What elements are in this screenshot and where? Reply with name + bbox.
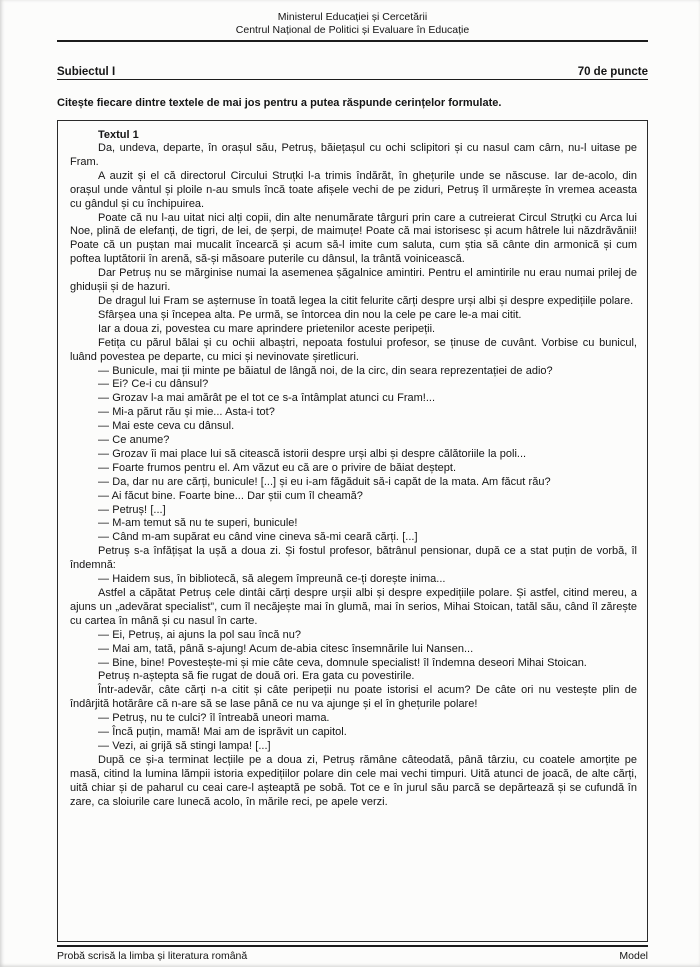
- instruction-text: Citește fiecare dintre textele de mai jos pentru a putea răspunde cerințelor formulate.: [57, 97, 502, 109]
- text1-paragraph: — Vezi, ai grijă să stingi lampa! [...]: [98, 739, 271, 752]
- text1-paragraph: — Ei, Petruș, ai ajuns la pol sau încă nu?: [98, 628, 301, 641]
- text1-paragraph: — Da, dar nu are cărți, bunicule! [...] și eu i-am făgăduit să-i capăt de la mata. Am făcut rău?: [98, 475, 551, 488]
- text1-box: [57, 120, 648, 942]
- text1-title: Textul 1: [98, 129, 139, 141]
- text1-paragraph: Fetița cu părul bălai și cu ochii albaștri, nepoata fostului profesor, se ținuse de cuvânt. Vorbise cu bunicul, luând povestea pe departe, cu mici și nevinovate șiretlicuri.: [70, 336, 637, 363]
- text1-body: [70, 142, 637, 810]
- footer-exam-name: Probă scrisă la limba și literatura română: [57, 950, 248, 962]
- text1-paragraph: — Ei? Ce-i cu dânsul?: [98, 378, 209, 391]
- text1-paragraph: Petruș n-aștepta să fie rugat de două ori. Era gata cu povestirile.: [98, 670, 415, 683]
- text1-paragraph: — Bine, bine! Povestește-mi și mie câte ceva, domnule specialist! îl îndemna deseori Mihai Stoican.: [98, 656, 587, 669]
- text1-paragraph: — Haidem sus, în bibliotecă, să alegem împreună ce-ți dorește inima...: [98, 573, 446, 586]
- text1-paragraph: De dragul lui Fram se așternuse în toată legea la citit felurite cărți despre urși albi și despre expedițiile polare.: [98, 294, 634, 307]
- text1-paragraph: — M-am temut să nu te superi, bunicule!: [98, 517, 298, 530]
- text1-paragraph: — Ai făcut bine. Foarte bine... Dar știi cum îl cheamă?: [98, 489, 363, 502]
- text1-paragraph: Dar Petruș nu se mărginise numai la asemenea șăgalnice amintiri. Pentru el amintirile nu erau numai prilej de ghidușii și de hazuri.: [70, 267, 637, 294]
- subject-points: 70 de puncte: [577, 66, 648, 78]
- footer-row: [57, 947, 648, 962]
- text1-paragraph: — Grozav îi mai place lui să citească istorii despre urși albi și despre călătoriile la poli...: [98, 447, 527, 460]
- text1-paragraph: Poate că nu l-au uitat nici alți copii, din alte nenumărate târguri prin care a cutreierat Circul Struțki cu Arca lui Noe, plină de elefanți, de tigri, de lei, de șerpi, de maimuțe! Poate că mai istorisesc și acum hâtrele lui năzdrăvănii! Poate că un puștan mai mucalit încearcă și acum să-l imite cum saluta, cum știa să cânte din armonică și cum poftea luptătorii în arenă, să-și măsoare puterile cu dânsul, la trântă voinicească.: [70, 211, 637, 266]
- text1-paragraph: — Încă puțin, mamă! Mai am de isprăvit un capitol.: [98, 726, 347, 739]
- subject-row: [57, 66, 648, 80]
- subject-title: Subiectul I: [57, 66, 116, 78]
- text1-paragraph: Iar a doua zi, povestea cu mare aprindere prietenilor aceste peripeții.: [98, 322, 436, 335]
- text1-paragraph: — Mai am, tată, până s-ajung! Acum de-abia citesc însemnările lui Nansen...: [98, 642, 474, 655]
- footer-model-label: Model: [619, 950, 648, 962]
- text1-paragraph: — Petruș! [...]: [98, 503, 166, 516]
- text1-paragraph: Într-adevăr, câte cărți n-a citit și câte peripeții nu poate istorisi el acum? De câte ori nu vestește plin de îndârjită hotărâre că n-are să se lase până ce nu va ajunge și el în ghețurile polare!: [70, 684, 637, 711]
- national-center-name: Centrul Național de Politici și Evaluare în Educație: [235, 24, 470, 36]
- header-divider: [57, 40, 648, 42]
- text1-paragraph: Da, undeva, departe, în orașul său, Petruș, băiețașul cu ochi sclipitori și cu nasul cam cârn, nu-l uitase pe Fram.: [70, 142, 637, 168]
- text1-paragraph: Sfârșea una și începea alta. Pe urmă, se întorcea din nou la cele pe care le-a mai citit.: [98, 308, 522, 321]
- text1-paragraph: — Mi-a părut rău și mie... Asta-i tot?: [98, 406, 275, 419]
- text1-paragraph: A auzit și el că directorul Circului Struțki l-a trimis îndărăt, în ghețurile unde se născuse. Iar de-acolo, din orașul unde vântul și ploile n-au smuls încă toate afișele vechi de pe ziduri, Petruș îl urmărește în vremea aceasta cu gândul și cu închipuirea.: [70, 169, 637, 210]
- text1-paragraph: Petruș s-a înfățișat la ușă a doua zi. Și fostul profesor, bătrânul pensionar, după ce a stat puțin de vorbă, îl îndemnă:: [70, 545, 637, 572]
- text1-paragraph: — Foarte frumos pentru el. Am văzut eu că are o privire de băiat deștept.: [98, 461, 457, 474]
- ministry-header: [57, 8, 648, 37]
- text1-paragraph: — Bunicule, mai ții minte pe băiatul de lângă noi, de la circ, din seara reprezentației de adio?: [98, 364, 553, 377]
- text1-paragraph: — Când m-am supărat eu când vine cineva să-mi ceară cărți. [...]: [98, 531, 418, 544]
- text1-paragraph: — Grozav l-a mai amărât pe el tot ce s-a întâmplat atunci cu Fram!...: [98, 392, 435, 405]
- text1-paragraph: Astfel a căpătat Petruș cele dintâi cărți despre urșii albi și despre expedițiile polare. Și astfel, citind mereu, a ajuns un „adevărat specialist”, cum îl necăjește mai în glumă, mai în serios, Mihai Stoican, tatăl său, când îl zărește cu cartea în mână și cu nasul în carte.: [70, 587, 637, 627]
- text1-paragraph: După ce și-a terminat lecțiile pe a doua zi, Petruș rămâne câteodată, până târziu, cu coatele amorțite pe masă, citind la lumina lămpii istoria expedițiilor polare din cele mai vechi timpuri. Uită atunci de joacă, de alte cărți, uită chiar și de paharul cu ceai care-l așteaptă pe sobă. Tot ce e în jurul său parcă se depărtează și se cufundă în zare, ca sloiurile care lunecă acolo, în mările reci, pe apele verzi.: [70, 753, 637, 808]
- text1-paragraph: — Ce anume?: [98, 434, 170, 447]
- text1-paragraph: — Mai este ceva cu dânsul.: [98, 420, 235, 433]
- text1-paragraph: — Petruș, nu te culci? îl întreabă uneori mama.: [98, 712, 330, 725]
- page-footer: [57, 945, 648, 962]
- ministry-name: Ministerul Educației și Cercetării: [277, 11, 428, 23]
